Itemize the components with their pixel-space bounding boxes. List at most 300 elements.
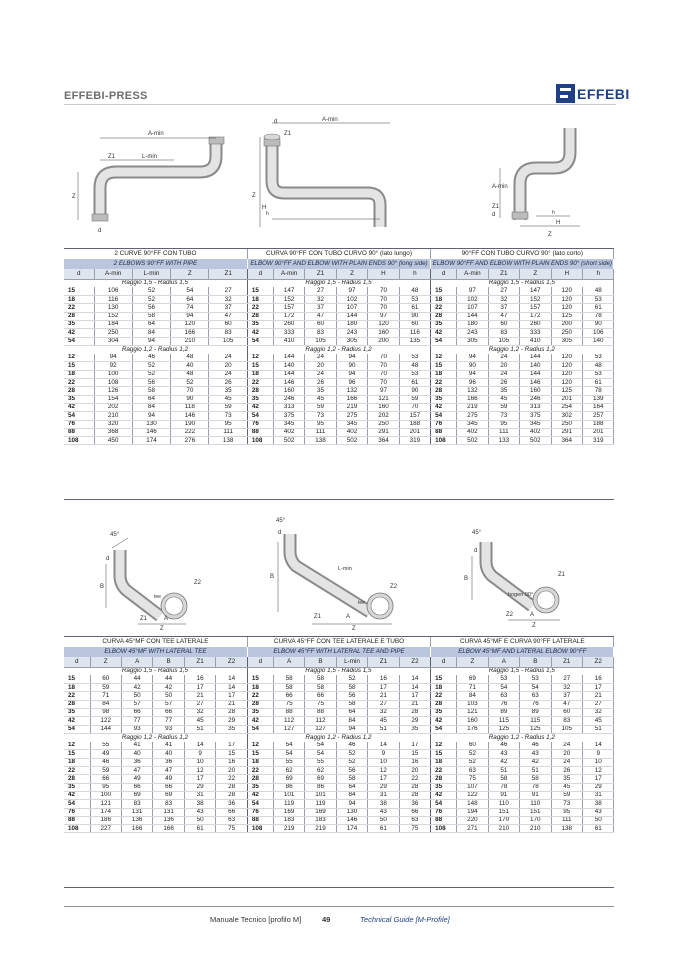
table-cell: 35 [305,387,336,395]
table-cell: 35 [247,395,273,403]
column-header: Z [171,269,209,279]
table-cell: 59 [305,403,336,411]
table-cell: 64 [132,320,170,328]
table-cell: 73 [488,412,519,420]
table-cell: 78 [582,312,614,320]
table-cell: 140 [520,362,551,370]
table-cell: 130 [336,808,367,816]
table-cell: 144 [520,370,551,378]
table-cell: 135 [399,337,430,345]
table-cell: 29 [368,783,399,791]
table-cell: 319 [582,437,614,445]
column-header: Z [520,269,551,279]
table-cell: 70 [171,387,209,395]
table-cell: 219 [305,825,336,833]
table-cell: 333 [273,329,304,337]
effebi-logo [556,84,630,103]
diagram-label: H [262,205,267,211]
table-cell: 40 [153,750,184,758]
table-cell: 375 [520,412,551,420]
table-cell: 186 [90,816,121,824]
table-cell: 50 [582,816,614,824]
table-cell: 125 [551,312,582,320]
table-cell: 313 [520,403,551,411]
table-cell: 144 [90,725,121,733]
table-cell: 32 [488,296,519,304]
table-cell: 131 [121,808,152,816]
column-header: h [582,269,614,279]
table-cell: 219 [273,825,304,833]
table-cell: 98 [90,708,121,716]
table-cell: 46 [336,742,367,750]
table-cell: 75 [305,700,336,708]
table-cell: 15 [247,750,273,758]
table-cell: 120 [551,287,582,295]
table-cell: 15 [247,675,273,683]
group-title: CURVA 45°FF CON TEE LATERALE E TUBO [247,637,430,647]
table-cell: 45 [305,395,336,403]
table-cell: 111 [305,428,336,436]
table-row [64,403,614,411]
table-cell: 93 [121,725,152,733]
table-cell: 76 [488,700,519,708]
table-cell: 250 [94,329,132,337]
table-cell: 17 [184,684,215,692]
table-cell: 10 [582,758,614,766]
table-cell: 36 [121,758,152,766]
table-cell: 102 [457,296,488,304]
table-row [64,312,614,320]
table-cell: 108 [94,379,132,387]
table-cell: 47 [551,700,582,708]
table-cell: 166 [336,395,367,403]
table-cell: 166 [457,395,488,403]
table-cell: 302 [551,412,582,420]
table-cell: 160 [368,403,399,411]
diagram-elbow-long-side [250,115,410,240]
table-cell: 48 [399,287,430,295]
dimensions-table-top [64,249,614,445]
table-cell: 502 [273,437,304,445]
column-header: L-min [336,657,367,667]
table-cell: 45 [368,717,399,725]
table-cell: 42 [64,791,90,799]
table-row [64,692,614,700]
table-cell: 69 [121,791,152,799]
table-cell: 410 [273,337,304,345]
table-cell: 75 [399,825,431,833]
table-cell: 250 [368,420,399,428]
table-cell: 152 [273,296,304,304]
table-cell: 18 [431,684,457,692]
table-cell: 47 [153,767,184,775]
table-cell: 46 [520,742,551,750]
table-cell: 122 [90,717,121,725]
table-cell: 188 [399,420,430,428]
table-cell: 184 [94,320,132,328]
table-cell: 58 [520,775,551,783]
table-cell: 22 [64,304,94,312]
column-header: d [64,657,90,667]
table-cell: 183 [273,816,304,824]
table-cell: 35 [488,387,519,395]
table-cell: 120 [551,304,582,312]
table-cell: 22 [64,692,90,700]
diagram-label: L-min [142,154,158,160]
table-cell: 35 [64,320,94,328]
table-cell: 160 [368,329,399,337]
diagram-label: 45° [110,532,120,538]
table-cell: 119 [273,800,304,808]
table-cell: 174 [90,808,121,816]
table-cell: 43 [184,808,215,816]
table-cell: 70 [368,296,399,304]
table-cell: 502 [336,437,367,445]
table-cell: 24 [305,370,336,378]
diagram-elbow45-lateral-tee-pipe [262,512,412,630]
table-cell: 12 [247,354,273,362]
table-cell: 18 [247,370,273,378]
diagram-label: Z1 [314,614,322,620]
table-cell: 313 [273,403,304,411]
table-cell: 402 [273,428,304,436]
table-cell: 210 [488,825,519,833]
footer-manual-title: Manuale Tecnico [profilo M] [210,915,302,924]
table-cell: 28 [216,791,248,799]
table-row [64,742,614,750]
diagram-label: d [274,119,278,125]
table-cell: 52 [132,287,170,295]
diagram-two-elbows-with-pipe [70,120,230,240]
table-cell: 14 [368,742,399,750]
column-header: A [273,657,304,667]
table-cell: 92 [94,362,132,370]
table-cell: 62 [305,767,336,775]
table-cell: 46 [488,742,519,750]
table-cell: 108 [64,825,90,833]
table-cell: 152 [94,312,132,320]
table-cell: 62 [273,767,304,775]
table-cell: 90 [336,362,367,370]
column-header: Z [90,657,121,667]
table-cell: 120 [551,379,582,387]
table-cell: 138 [209,437,247,445]
table-cell: 36 [399,800,431,808]
table-cell: 90 [399,312,430,320]
table-cell: 94 [336,800,367,808]
table-cell: 22 [64,379,94,387]
table-cell: 66 [399,808,431,816]
table-cell: 63 [399,816,431,824]
column-header: Z2 [399,657,431,667]
table-cell: 93 [153,725,184,733]
table-cell: 43 [488,750,519,758]
table-cell: 38 [184,800,215,808]
table-cell: 83 [305,329,336,337]
radius-label: Raggio 1,5 - Radius 1,5 [247,667,430,675]
table-cell: 41 [121,742,152,750]
table-cell: 260 [520,320,551,328]
radius-label: Raggio 1,2 - Radius 1,2 [431,733,614,741]
table-cell: 18 [431,370,457,378]
column-header: A-min [457,269,488,279]
table-cell: 64 [171,296,209,304]
table-cell: 250 [551,420,582,428]
diagram-label: Z1 [108,154,116,160]
table-cell: 69 [273,775,304,783]
table-cell: 61 [582,379,614,387]
table-cell: 27 [551,675,582,683]
table-cell: 96 [457,379,488,387]
table-cell: 58 [273,675,304,683]
table-cell: 14 [216,675,248,683]
column-header: Z1 [368,657,399,667]
table-cell: 54 [431,337,457,345]
table-cell: 24 [551,758,582,766]
table-cell: 180 [336,320,367,328]
table-cell: 120 [368,320,399,328]
table-cell: 22 [216,775,248,783]
table-cell: 88 [273,708,304,716]
table-cell: 54 [247,412,273,420]
table-cell: 27 [582,700,614,708]
table-cell: 24 [209,354,247,362]
table-cell: 502 [457,437,488,445]
table-cell: 56 [336,767,367,775]
table-cell: 120 [171,320,209,328]
table-cell: 160 [520,387,551,395]
table-cell: 28 [64,312,94,320]
table-cell: 53 [582,370,614,378]
table-cell: 59 [551,791,582,799]
table-cell: 108 [247,437,273,445]
table-cell: 144 [273,370,304,378]
table-cell: 136 [153,816,184,824]
table-cell: 139 [582,395,614,403]
table-cell: 345 [273,420,304,428]
logo-mark-icon [556,84,575,103]
table-cell: 111 [551,816,582,824]
table-cell: 28 [399,708,431,716]
radius-label: Raggio 1,5 - Radius 1,5 [64,667,247,675]
table-cell: 201 [582,428,614,436]
table-row [64,717,614,725]
table-cell: 27 [305,287,336,295]
table-row [64,767,614,775]
table-row [64,816,614,824]
column-header: Z1 [551,657,582,667]
table-cell: 69 [153,791,184,799]
table-cell: 84 [132,329,170,337]
table-cell: 15 [431,287,457,295]
table-cell: 120 [551,362,582,370]
column-header: h [399,269,430,279]
table-cell: 97 [457,287,488,295]
table-cell: 42 [431,329,457,337]
table-cell: 24 [209,370,247,378]
table-cell: 140 [582,337,614,345]
table-cell: 60 [209,320,247,328]
table-cell: 20 [399,767,431,775]
table-cell: 183 [305,816,336,824]
table-cell: 61 [399,379,430,387]
table-cell: 304 [94,337,132,345]
group-title: 90°FF CON TUBO CURVO 90° (lato corto) [431,249,614,259]
brand-title: EFFEBI-PRESS [64,90,148,102]
table-cell: 138 [305,437,336,445]
table-cell: 50 [121,692,152,700]
table-cell: 132 [457,387,488,395]
column-header: d [64,269,94,279]
table-cell: 271 [457,825,488,833]
table-cell: 17 [582,684,614,692]
table-cell: 52 [171,379,209,387]
table-cell: 14 [399,684,431,692]
table-cell: 111 [209,428,247,436]
table-cell: 37 [488,304,519,312]
table-cell: 89 [520,708,551,716]
table-cell: 63 [457,767,488,775]
table-cell: 71 [457,684,488,692]
table-cell: 18 [431,758,457,766]
table-cell: 12 [431,354,457,362]
table-cell: 106 [582,329,614,337]
table-cell: 66 [153,783,184,791]
table-cell: 157 [520,304,551,312]
table-cell: 29 [399,717,431,725]
table-cell: 60 [551,708,582,716]
table-cell: 130 [94,304,132,312]
table-cell: 61 [399,304,430,312]
table-row [64,725,614,733]
table-cell: 60 [90,675,121,683]
diagram-elbow45-lateral-tee [90,520,230,630]
table-cell: 20 [216,767,248,775]
table-cell: 154 [94,395,132,403]
column-header: H [368,269,399,279]
table-row [64,387,614,395]
table-cell: 54 [305,750,336,758]
table-cell: 83 [488,329,519,337]
table-cell: 53 [488,675,519,683]
table-cell: 58 [305,675,336,683]
table-cell: 35 [247,783,273,791]
table-cell: 169 [273,808,304,816]
table-cell: 28 [216,783,248,791]
table-cell: 28 [64,700,90,708]
table-cell: 333 [520,329,551,337]
table-cell: 32 [368,708,399,716]
table-cell: 107 [457,304,488,312]
table-cell: 12 [431,742,457,750]
diagram-label: d [98,228,102,234]
table-cell: 55 [90,742,121,750]
table-cell: 12 [64,354,94,362]
radius-label: Raggio 1,2 - Radius 1,2 [431,345,614,353]
diagram-label: Z2 [194,580,202,586]
table-row [64,296,614,304]
diagram-label: d [106,556,110,562]
table-cell: 70 [399,403,430,411]
page-number: 49 [322,915,331,924]
table-cell: 222 [171,428,209,436]
table-cell: 54 [247,725,273,733]
table-row [64,775,614,783]
column-header: Z1 [305,269,336,279]
table-cell: 31 [582,791,614,799]
table-cell: 16 [216,758,248,766]
table-cell: 35 [431,395,457,403]
table-cell: 42 [431,791,457,799]
table-cell: 42 [64,329,94,337]
table-cell: 53 [582,296,614,304]
table-cell: 305 [336,337,367,345]
table-cell: 46 [132,354,170,362]
table-cell: 276 [171,437,209,445]
table-cell: 26 [209,379,247,387]
table-cell: 15 [64,750,90,758]
table-cell: 116 [94,296,132,304]
table-row [64,800,614,808]
column-header: Z [457,657,488,667]
table-cell: 94 [336,370,367,378]
table-cell: 170 [520,816,551,824]
column-header: A [121,657,152,667]
table-cell: 70 [368,362,399,370]
table-cell: 70 [368,304,399,312]
table-cell: 56 [336,692,367,700]
table-cell: 29 [582,783,614,791]
table-cell: 146 [132,428,170,436]
diagram-label: A [530,612,535,618]
table-cell: 24 [488,370,519,378]
table-cell: 95 [551,808,582,816]
table-cell: 64 [336,783,367,791]
table-cell: 36 [216,800,248,808]
table-cell: 50 [184,816,215,824]
table-cell: 48 [582,362,614,370]
table-cell: 54 [305,742,336,750]
table-cell: 76 [431,808,457,816]
table-cell: 17 [399,742,431,750]
table-cell: 35 [64,783,90,791]
table-cell: 54 [488,684,519,692]
table-cell: 90 [457,362,488,370]
table-cell: 73 [209,412,247,420]
table-cell: 22 [247,304,273,312]
diagram-label: Z [72,194,76,200]
table-cell: 31 [368,791,399,799]
table-cell: 90 [399,387,430,395]
table-cell: 101 [273,791,304,799]
table-cell: 166 [153,825,184,833]
table-cell: 17 [216,742,248,750]
table-cell: 88 [431,816,457,824]
table-cell: 63 [216,816,248,824]
table-cell: 54 [64,337,94,345]
table-row [64,337,614,345]
table-cell: 144 [336,312,367,320]
table-cell: 38 [368,800,399,808]
table-cell: 42 [247,329,273,337]
table-cell: 20 [551,750,582,758]
table-cell: 83 [121,800,152,808]
table-cell: 157 [399,412,430,420]
table-cell: 84 [90,700,121,708]
table-cell: 59 [399,395,430,403]
table-cell: 246 [520,395,551,403]
table-cell: 54 [273,750,304,758]
